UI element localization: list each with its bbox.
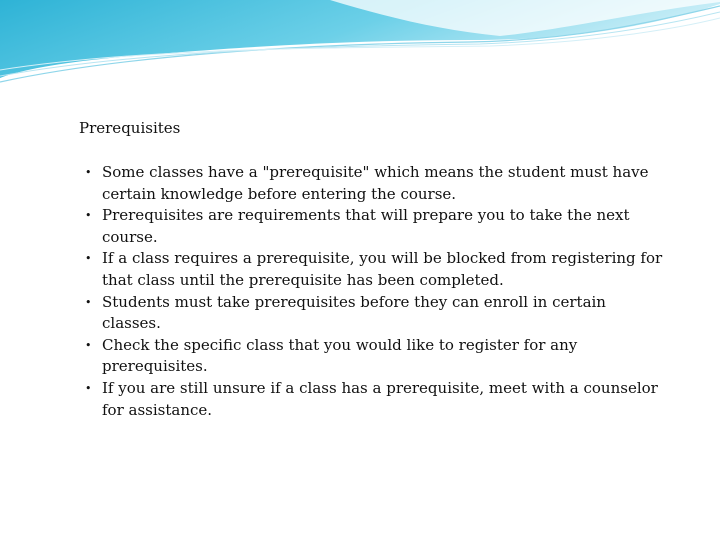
list-item (79, 335, 669, 378)
bullet-icon: • (85, 166, 92, 179)
list-item (79, 378, 669, 421)
bullet-icon: • (85, 252, 92, 266)
header-wave-decoration (0, 0, 720, 90)
bullet-icon: • (85, 338, 92, 352)
bullet-text: Some classes have a "prerequisite" which means the student must have certain knowledge before entering the course. (102, 163, 649, 203)
bullet-text: Prerequisites are requirements that will prepare you to take the next course. (102, 206, 630, 246)
list-item (79, 248, 669, 291)
list-item (79, 292, 669, 335)
bullet-icon: • (85, 381, 92, 395)
bullet-text: Students must take prerequisites before they can enroll in certain classes. (102, 292, 606, 333)
slide-title: Prerequisites (79, 119, 181, 137)
bullet-text: If a class requires a prerequisite, you will be blocked from registering for that class until the prerequisite has been completed. (102, 249, 663, 289)
bullet-icon: • (85, 295, 92, 309)
bullet-text: Check the specific class that you would like to register for any prerequisites. (102, 335, 578, 376)
bullet-text: If you are still unsure if a class has a prerequisite, meet with a counselor for assistance. (102, 378, 658, 419)
list-item (79, 162, 669, 205)
bullet-icon: • (85, 209, 92, 223)
list-item (79, 205, 669, 248)
bullet-list (79, 162, 669, 421)
